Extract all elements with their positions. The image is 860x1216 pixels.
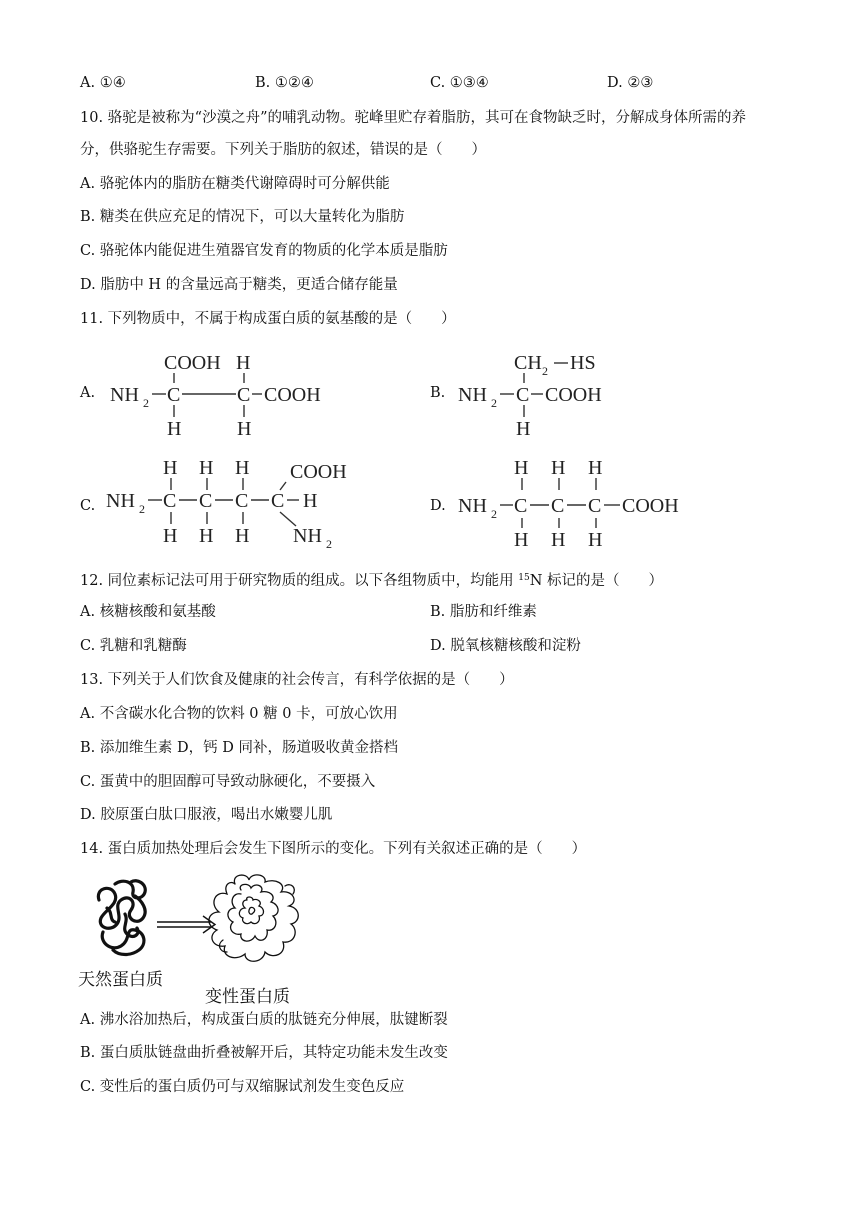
- q10-stem-line2: 分，供骆驼生存需要。下列关于脂肪的叙述，错误的是（ ）: [80, 142, 486, 158]
- q10-stem-line1: 10. 骆驼是被称为“沙漠之舟”的哺乳动物。驼峰里贮存着脂肪，其可在食物缺乏时，分解成身体所需的养: [80, 110, 746, 126]
- fc-c4: C: [271, 490, 285, 512]
- fb-top: CH: [514, 352, 542, 374]
- fa-right: COOH: [264, 384, 321, 406]
- arrow-icon: [157, 916, 215, 933]
- q10-option-c: C. 骆驼体内能促进生殖器官发育的物质的化学本质是脂肪: [80, 243, 448, 259]
- fc-h2: H: [199, 457, 214, 479]
- q10-option-a: A. 骆驼体内的脂肪在糖类代谢障碍时可分解供能: [80, 176, 390, 192]
- q10-option-d: D. 脂肪中 H 的含量远高于糖类，更适合储存能量: [80, 277, 398, 293]
- q9-option-d: D. ②③: [607, 75, 654, 91]
- q11-label-a: A.: [80, 385, 96, 401]
- fc-b3: H: [235, 525, 250, 547]
- fc-h1: H: [163, 457, 178, 479]
- formula-a: [100, 345, 350, 445]
- formula-c: [100, 452, 370, 552]
- q14-option-c: C. 变性后的蛋白质仍可与双缩脲试剂发生变色反应: [80, 1079, 405, 1095]
- fd-b3: H: [588, 529, 603, 551]
- fd-b2: H: [551, 529, 566, 551]
- fc-right: H: [303, 490, 318, 512]
- q12-option-a: A. 核糖核酸和氨基酸: [80, 604, 216, 620]
- q12-option-b: B. 脂肪和纤维素: [430, 604, 537, 620]
- q12-stem-pre: 12. 同位素标记法可用于研究物质的组成。以下各组物质中，均能用: [80, 573, 519, 589]
- fc-top-right: COOH: [290, 461, 347, 483]
- q12-stem: [80, 568, 663, 591]
- fa-bot1: H: [167, 418, 182, 440]
- fd-h2: H: [551, 457, 566, 479]
- fd-c2: C: [551, 495, 565, 517]
- q12-isotope-sup: 15: [518, 573, 530, 583]
- fc-bot-sub: 2: [326, 537, 332, 551]
- fc-left: NH: [106, 490, 135, 512]
- q13-option-a: A. 不含碳水化合物的饮料 0 糖 0 卡，可放心饮用: [80, 706, 398, 722]
- native-protein-icon: [98, 881, 145, 955]
- q11-label-c: C.: [80, 498, 96, 514]
- fd-c1: C: [514, 495, 528, 517]
- fc-bot-right: NH: [293, 525, 322, 547]
- q11-label-d: D.: [430, 498, 446, 514]
- q9-option-c: C. ①③④: [430, 75, 489, 91]
- fc-c1: C: [163, 490, 177, 512]
- q10-option-b: B. 糖类在供应充足的情况下，可以大量转化为脂肪: [80, 209, 405, 225]
- q14-option-b: B. 蛋白质肽链盘曲折叠被解开后，其特定功能未发生改变: [80, 1045, 448, 1061]
- fb-left-sub: 2: [491, 396, 497, 410]
- q11-label-b: B.: [430, 385, 446, 401]
- fa-top2: H: [236, 352, 251, 374]
- fa-bot2: H: [237, 418, 252, 440]
- fd-c3: C: [588, 495, 602, 517]
- fd-left-sub: 2: [491, 507, 497, 521]
- fb-top-right: HS: [570, 352, 596, 374]
- fb-top-sub: 2: [542, 364, 548, 378]
- q12-stem-post: N 标记的是（ ）: [529, 573, 664, 589]
- fb-right: COOH: [545, 384, 602, 406]
- q13-option-c: C. 蛋黄中的胆固醇可导致动脉硬化，不要摄入: [80, 774, 376, 790]
- q12-option-d: D. 脱氧核糖核酸和淀粉: [430, 638, 581, 654]
- caption-native-protein: 天然蛋白质: [78, 970, 163, 990]
- q9-option-a: A. ①④: [80, 75, 126, 91]
- fd-right: COOH: [622, 495, 679, 517]
- caption-denatured-protein: 变性蛋白质: [205, 987, 290, 1007]
- fa-left-sub: 2: [143, 396, 149, 410]
- fd-left: NH: [458, 495, 487, 517]
- formula-d: [450, 452, 710, 552]
- q12-option-c: C. 乳糖和乳糖酶: [80, 638, 187, 654]
- fd-h3: H: [588, 457, 603, 479]
- fa-c1: C: [167, 384, 181, 406]
- fc-h3: H: [235, 457, 250, 479]
- protein-denaturation-figure: [85, 870, 315, 970]
- fb-bot: H: [516, 418, 531, 440]
- q14-option-a: A. 沸水浴加热后，构成蛋白质的肽链充分伸展，肽键断裂: [80, 1012, 448, 1028]
- formula-b: [450, 345, 650, 445]
- q13-option-d: D. 胶原蛋白肽口服液，喝出水嫩婴儿肌: [80, 807, 333, 823]
- fa-c2: C: [237, 384, 251, 406]
- fc-b2: H: [199, 525, 214, 547]
- fa-left: NH: [110, 384, 139, 406]
- fc-c3: C: [235, 490, 249, 512]
- fc-left-sub: 2: [139, 502, 145, 516]
- fc-b1: H: [163, 525, 178, 547]
- fc-c2: C: [199, 490, 213, 512]
- q9-option-b: B. ①②④: [255, 75, 314, 91]
- fd-h1: H: [514, 457, 529, 479]
- q11-stem: 11. 下列物质中，不属于构成蛋白质的氨基酸的是（ ）: [80, 311, 456, 327]
- q14-stem: 14. 蛋白质加热处理后会发生下图所示的变化。下列有关叙述正确的是（ ）: [80, 841, 587, 857]
- fb-left: NH: [458, 384, 487, 406]
- q13-option-b: B. 添加维生素 D，钙 D 同补，肠道吸收黄金搭档: [80, 740, 398, 756]
- q13-stem: 13. 下列关于人们饮食及健康的社会传言，有科学依据的是（ ）: [80, 672, 514, 688]
- denatured-protein-icon: [209, 875, 298, 961]
- fa-top1: COOH: [164, 352, 221, 374]
- fd-b1: H: [514, 529, 529, 551]
- fb-c: C: [516, 384, 530, 406]
